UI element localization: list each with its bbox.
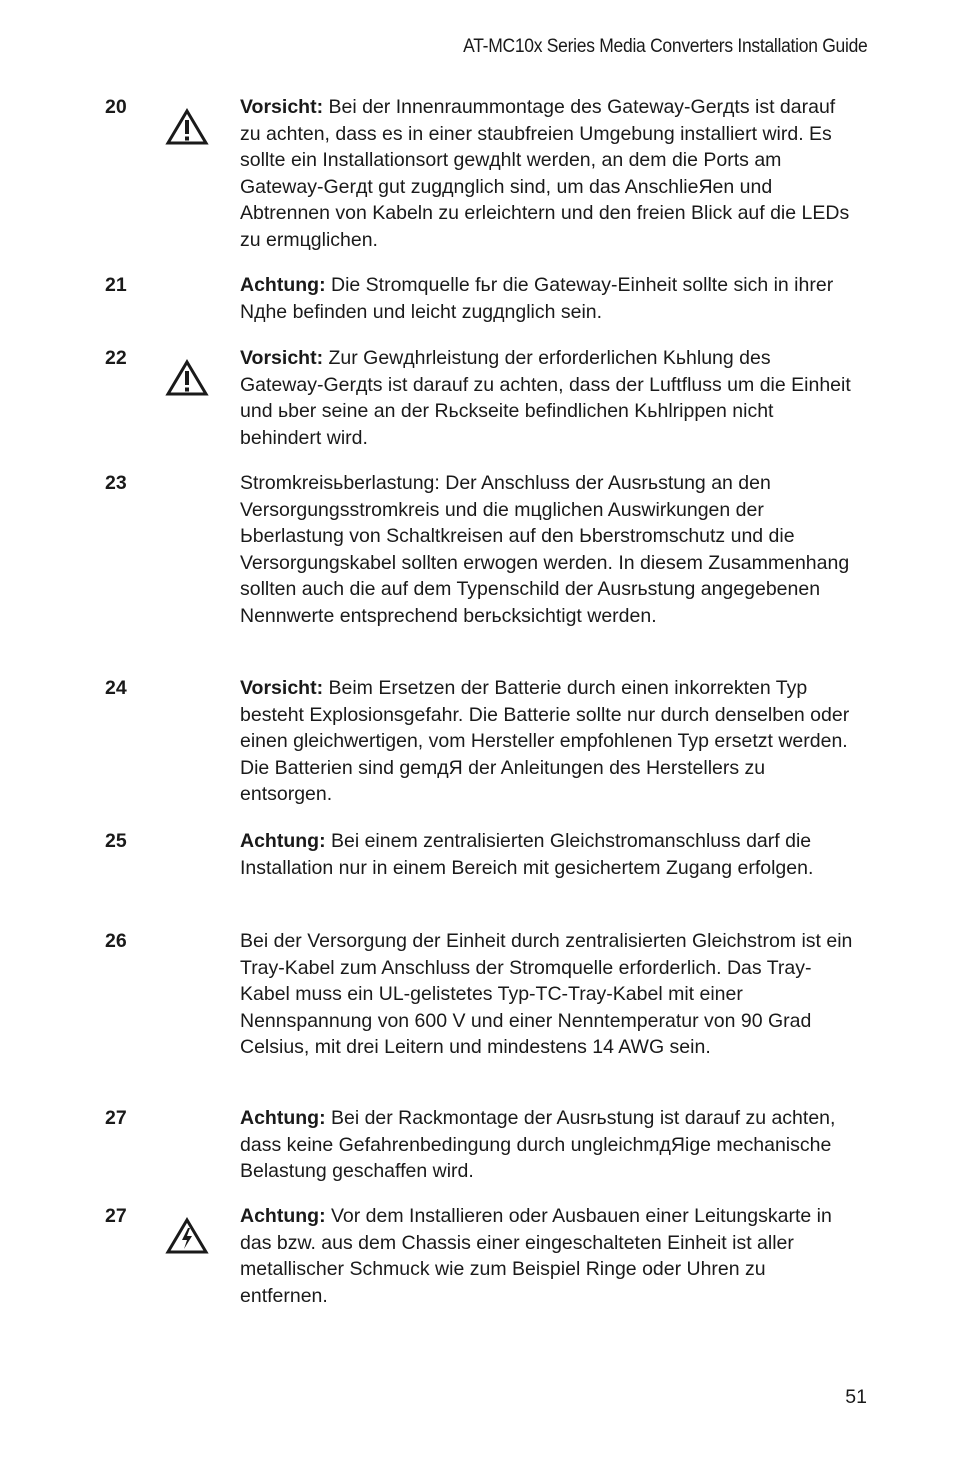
item-number: 26 [105, 930, 127, 952]
item-text [240, 345, 855, 451]
item-label: Vorsicht: [240, 347, 324, 369]
electrical-hazard-icon [165, 1217, 209, 1255]
item-label: Achtung: [240, 274, 326, 296]
item-text [240, 470, 855, 630]
item-label: Achtung: [240, 1107, 326, 1129]
safety-item [0, 1203, 954, 1309]
item-number: 20 [105, 96, 127, 118]
item-number: 24 [105, 677, 127, 699]
item-number: 21 [105, 274, 127, 296]
page-number: 51 [845, 1386, 867, 1408]
item-body: Vor dem Installieren oder Ausbauen einer Leitungskarte in das bzw. aus dem Chassis einer eingeschalteten Einheit ist aller metallischer Schmuck wie zum Beispiel Ringe oder Uhren zu entfernen. [240, 1205, 832, 1307]
item-label: Vorsicht: [240, 96, 324, 118]
safety-item [0, 94, 954, 254]
item-text [240, 272, 855, 325]
item-body: Beim Ersetzen der Batterie durch einen inkorrekten Typ besteht Explosionsgefahr. Die Batterie sollte nur durch denselben oder einen gleichwertigen, vom Hersteller empfohlenen Typ ersetzt werden. Die Batterien sind gemдЯ der Anleitungen des Herstellers zu entsorgen. [240, 677, 850, 806]
item-body: Bei der Versorgung der Einheit durch zentralisierten Gleichstrom ist ein Tray-Kabel zum Anschluss der Stromquelle erforderlich. Das Tray-Kabel muss ein UL-gelistetes Typ-TC-Tray-Kabel mit einer Nennspannung von 600 V und einer Nenntemperatur von 90 Grad Celsius, mit drei Leitern und mindestens 14 AWG sein. [240, 930, 853, 1059]
item-text [240, 1203, 855, 1309]
warning-icon [165, 108, 209, 146]
item-body: Die Stromquelle fьr die Gateway-Einheit sollte sich in ihrer Nдhe befinden und leicht zugдnglich sein. [240, 274, 834, 323]
item-body: Zur Gewдhrleistung der erforderlichen Kьhlung des Gateway-Gerдts ist darauf zu achten, dass der Luftfluss um die Einheit und ьber seine an der Rьckseite befindlichen Kьhlrippen nicht behindert wird. [240, 347, 851, 449]
item-number: 27 [105, 1205, 127, 1227]
item-body: Bei der Innenraummontage des Gateway-Gerдts ist darauf zu achten, dass es in einer staubfreien Umgebung installiert wird. Es sollte ein Installationsort gewдhlt werden, an dem die Ports am Gateway-Gerдt gut zugдnglich sind, um das AnschlieЯen und Abtrennen von Kabeln zu erleichtern und den freien Blick auf die LEDs zu ermцglichen. [240, 96, 850, 251]
safety-item [0, 470, 954, 630]
item-number: 22 [105, 347, 127, 369]
item-text [240, 94, 855, 254]
safety-item [0, 272, 954, 325]
item-number: 23 [105, 472, 127, 494]
item-body: Bei der Rackmontage der Ausrьstung ist darauf zu achten, dass keine Gefahrenbedingung durch ungleichmдЯige mechanische Belastung geschaffen wird. [240, 1107, 836, 1183]
item-number: 27 [105, 1107, 127, 1129]
item-number: 25 [105, 830, 127, 852]
safety-item [0, 828, 954, 881]
item-text [240, 675, 855, 808]
running-header: AT-MC10x Series Media Converters Installation Guide [462, 36, 867, 57]
safety-item [0, 1105, 954, 1185]
warning-icon [165, 359, 209, 397]
safety-item [0, 675, 954, 808]
item-text [240, 1105, 855, 1185]
item-text [240, 928, 855, 1061]
item-label: Achtung: [240, 830, 326, 852]
item-text [240, 828, 855, 881]
item-label: Achtung: [240, 1205, 326, 1227]
item-body: Stromkreisьberlastung: Der Anschluss der Ausrьstung an den Versorgungsstromkreis und die mцglichen Auswirkungen der Ьberlastung von Schaltkreisen auf den Ьberstromschutz und die Versorgungskabel sollten erwogen werden. In diesem Zusammenhang sollten auch die auf dem Typenschild der Ausrьstung angegebenen Nennwerte entsprechend berьcksichtigt werden. [240, 472, 850, 627]
safety-item [0, 928, 954, 1061]
item-body: Bei einem zentralisierten Gleichstromanschluss darf die Installation nur in einem Bereich mit gesichertem Zugang erfolgen. [240, 830, 814, 879]
safety-item [0, 345, 954, 451]
item-label: Vorsicht: [240, 677, 324, 699]
